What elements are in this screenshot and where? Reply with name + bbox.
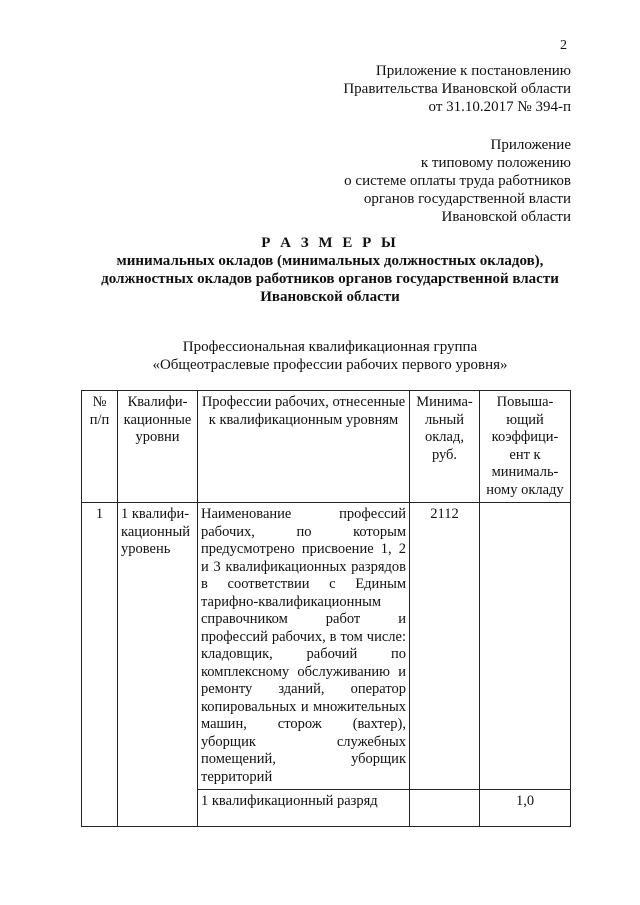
appendix-line: Приложение xyxy=(490,137,571,153)
header-number: № п/п xyxy=(82,391,118,503)
row-coefficient: 1,0 xyxy=(480,790,571,827)
row-salary xyxy=(410,790,480,827)
header-professions: Профессии рабочих, отнесенные к квалификационным уровням xyxy=(198,391,410,503)
header-coefficient: Повыша-ющий коэффици-ент к минималь-ному окладу xyxy=(480,391,571,503)
appendix-line: органов государственной власти xyxy=(363,191,571,207)
page-number: 2 xyxy=(560,38,567,53)
appendix-line: Ивановской области xyxy=(441,209,571,225)
row-coefficient xyxy=(480,503,571,790)
title-line: Ивановской области xyxy=(260,289,400,305)
row-level: 1 квалифи-кационный уровень xyxy=(118,503,198,827)
group-line: «Общеотраслевые профессии рабочих первого уровня» xyxy=(152,357,508,373)
row-grade: 1 квалификационный разряд xyxy=(198,790,410,827)
resolution-reference xyxy=(343,62,571,116)
document-title xyxy=(80,234,580,306)
salary-table xyxy=(81,390,571,827)
header-level: Квалифи-кационные уровни xyxy=(118,391,198,503)
title-line: должностных окладов работников органов государственной власти xyxy=(101,271,559,287)
header-salary: Минима-льный оклад, руб. xyxy=(410,391,480,503)
resolution-line: Правительства Ивановской области xyxy=(343,81,571,97)
table-header-row xyxy=(82,391,571,503)
title-line: минимальных окладов (минимальных должностных окладов), xyxy=(116,253,544,269)
table-row xyxy=(82,503,571,790)
row-salary: 2112 xyxy=(410,503,480,790)
appendix-line: к типовому положению xyxy=(420,155,571,171)
resolution-line: от 31.10.2017 № 394-п xyxy=(428,99,571,115)
row-number: 1 xyxy=(82,503,118,827)
appendix-line: о системе оплаты труда работников xyxy=(344,173,571,189)
resolution-line: Приложение к постановлению xyxy=(375,63,571,79)
appendix-reference xyxy=(344,136,571,226)
group-line: Профессиональная квалификационная группа xyxy=(182,339,478,355)
title-word: Р А З М Е Р Ы xyxy=(261,235,399,251)
qualification-group xyxy=(80,338,580,374)
row-professions: Наименование профессий рабочих, по которым предусмотрено присвоение 1, 2 и 3 квалификационных разрядов в соответствии с Единым тарифно-квалификационным справочником работ и профессий рабочих, в том числе: кладовщик, рабочий по комплексному обслуживанию и ремонту зданий, оператор копировальных и множительных машин, сторож (вахтер), уборщик служебных помещений, уборщик территорий xyxy=(198,503,410,790)
